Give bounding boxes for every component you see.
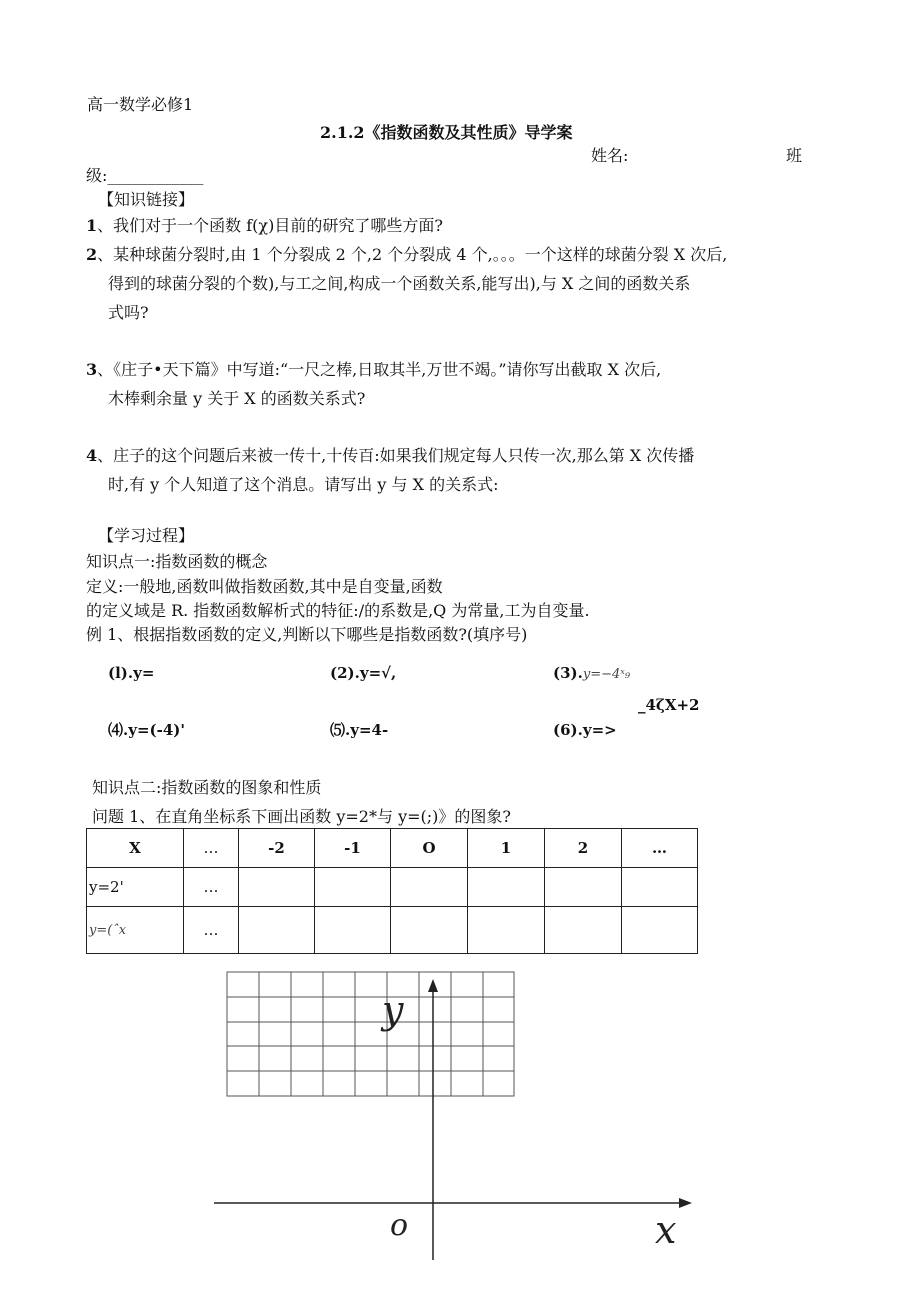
class-label-text: 级:: [86, 166, 108, 185]
x-axis-arrow-icon: [679, 1198, 692, 1208]
course-label: 高一数学必修1: [87, 95, 194, 114]
name-label: 姓名:: [591, 146, 629, 165]
origin-label: o: [390, 1208, 409, 1243]
question-number: 3: [86, 360, 98, 379]
table-header-cell: -1: [315, 829, 391, 868]
table-header-cell: …: [622, 829, 698, 868]
question-3-line-2: 木棒剩余量 y 关于 X 的函数关系式?: [108, 389, 366, 408]
table-header-row: [87, 829, 698, 868]
option-1: (l).y=: [108, 664, 155, 682]
question-4-line-2: 时,有 y 个人知道了这个消息。请写出 y 与 X 的关系式:: [108, 475, 499, 494]
option-3: [553, 664, 630, 682]
table-cell[interactable]: [315, 868, 391, 907]
problem-1: 问题 1、在直角坐标系下画出函数 y=2*与 y=(;)》的图象?: [92, 807, 511, 826]
question-3: [86, 357, 661, 380]
table-cell[interactable]: [391, 868, 468, 907]
question-text: 、某种球菌分裂时,由 1 个分裂成 2 个,2 个分裂成 4 个,。。。一个这样的球菌分裂 X 次后,: [97, 245, 728, 264]
knowledge-point-1: 知识点一:指数函数的概念: [86, 552, 268, 571]
graph-grid: [227, 972, 514, 1096]
class-label: 班: [786, 146, 803, 165]
class-label-2: [86, 163, 203, 186]
table-header-cell: X: [87, 829, 184, 868]
question-2-line-3: 式吗?: [108, 303, 149, 322]
option-5: ⑸.y=4-: [330, 721, 389, 739]
table-row: [87, 907, 698, 954]
knowledge-link-heading: 【知识链接】: [98, 190, 195, 209]
option-3-formula: y=−4ˣ₉: [582, 667, 631, 682]
table-cell: …: [184, 907, 239, 954]
table-cell[interactable]: [622, 907, 698, 954]
table-cell: …: [184, 868, 239, 907]
table-cell[interactable]: [468, 907, 545, 954]
y-axis-arrow-icon: [428, 979, 438, 992]
question-text: 、我们对于一个函数 f(χ)目前的研究了哪些方面?: [97, 216, 443, 235]
table-cell[interactable]: [468, 868, 545, 907]
question-text: 、《庄子•天下篇》中写道:“一尺之棒,日取其半,万世不竭。”请你写出截取 X 次后,: [97, 360, 662, 379]
table-cell[interactable]: [622, 868, 698, 907]
question-number: 1: [86, 216, 98, 235]
example-1: 例 1、根据指数函数的定义,判断以下哪些是指数函数?(填序号): [86, 625, 528, 644]
option-6: (6).y=>: [553, 721, 617, 739]
value-table: [86, 828, 698, 954]
knowledge-point-2: 知识点二:指数函数的图象和性质: [92, 778, 322, 797]
page-title: 2.1.2《指数函数及其性质》导学案: [320, 123, 573, 142]
table-cell[interactable]: [391, 907, 468, 954]
table-header-cell: 2: [545, 829, 622, 868]
question-2: [86, 242, 727, 265]
table-cell[interactable]: [545, 868, 622, 907]
question-number: 2: [86, 245, 98, 264]
question-4: [86, 443, 694, 466]
row-label-half-x: y=(ˆx: [87, 907, 184, 954]
table-header-cell: …: [184, 829, 239, 868]
definition-line-2: 的定义域是 R. 指数函数解析式的特征:/的系数是,Q 为常量,工为自变量.: [86, 601, 590, 620]
table-cell[interactable]: [239, 868, 315, 907]
x-axis-label: x: [655, 1208, 677, 1252]
class-blank[interactable]: ____________: [107, 166, 204, 185]
option-2: (2).y=√,: [330, 664, 397, 682]
table-cell[interactable]: [315, 907, 391, 954]
table-cell[interactable]: [545, 907, 622, 954]
table-cell[interactable]: [239, 907, 315, 954]
row-label-2x: y=2': [87, 868, 184, 907]
definition-line-1: 定义:一般地,函数叫做指数函数,其中是自变量,函数: [86, 577, 443, 596]
learning-heading: 【学习过程】: [98, 526, 195, 545]
option-extra-formula: _4ζX+2: [638, 696, 700, 714]
table-header-cell: 1: [468, 829, 545, 868]
table-row: [87, 868, 698, 907]
y-axis-label: y: [382, 988, 404, 1032]
question-number: 4: [86, 446, 98, 465]
question-text: 、庄子的这个问题后来被一传十,十传百:如果我们规定每人只传一次,那么第 X 次传播: [97, 446, 695, 465]
question-2-line-2: 得到的球菌分裂的个数),与工之间,构成一个函数关系,能写出),与 X 之间的函数关系: [108, 274, 691, 293]
option-4: ⑷.y=(-4)': [108, 721, 185, 739]
table-header-cell: O: [391, 829, 468, 868]
question-1: [86, 213, 443, 236]
coordinate-graph: [200, 965, 720, 1265]
option-3-label: (3).: [553, 664, 583, 682]
table-header-cell: -2: [239, 829, 315, 868]
